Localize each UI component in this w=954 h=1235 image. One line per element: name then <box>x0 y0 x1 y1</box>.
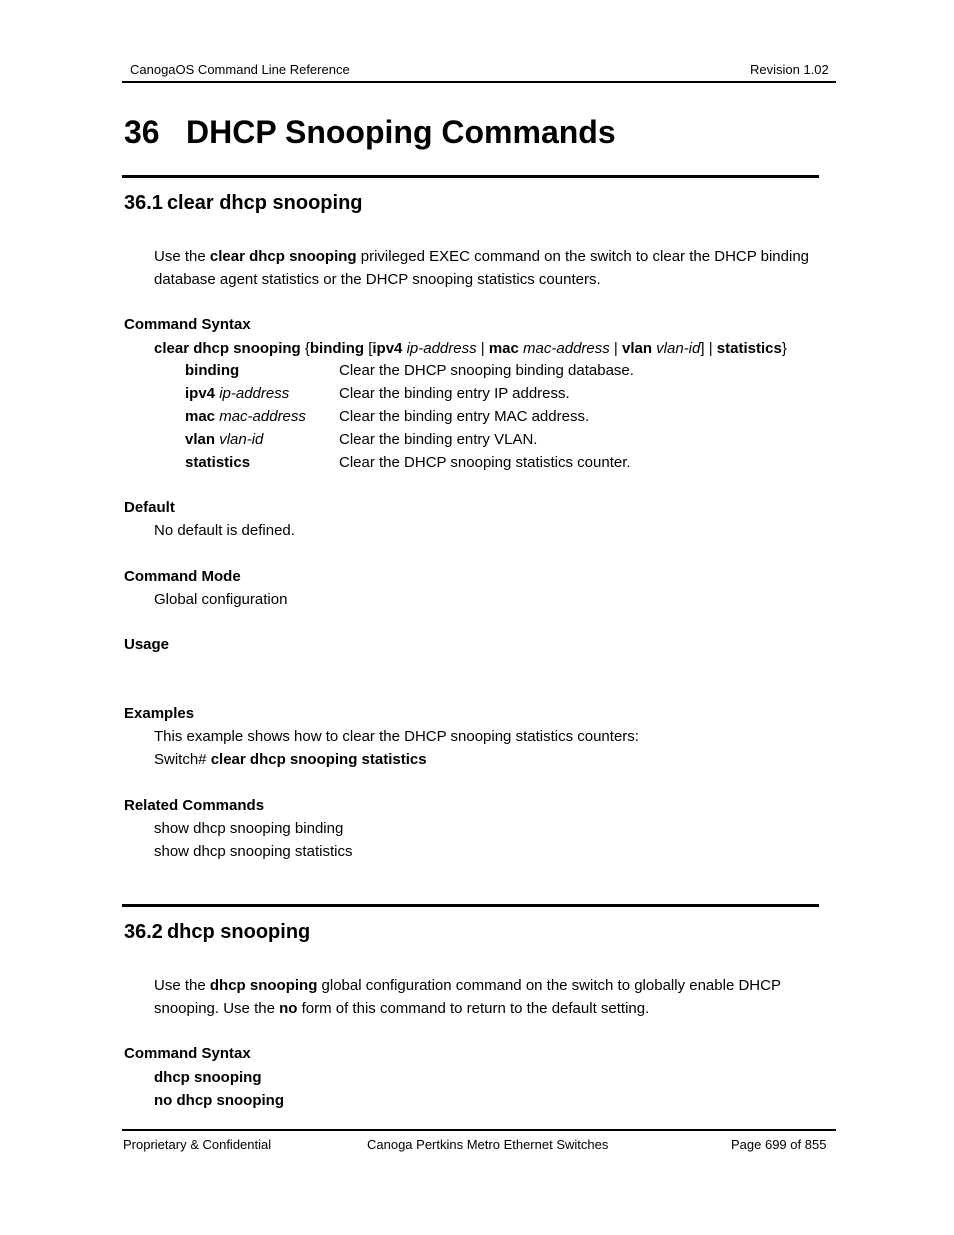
syntax-token: { <box>300 340 310 357</box>
intro-text: form of this command to return to the default setting. <box>297 1000 650 1017</box>
intro-text: privileged EXEC command on the switch to clear the DHCP binding <box>356 248 810 265</box>
syntax-command: clear dhcp snooping <box>154 340 301 357</box>
intro-text: snooping. Use the <box>154 1000 280 1017</box>
param-row <box>185 405 306 428</box>
chapter-number: 36 <box>124 114 160 150</box>
param-keyword: binding <box>185 362 240 379</box>
footer-left: Proprietary & Confidential <box>123 1137 272 1152</box>
param-keyword: vlan <box>185 431 216 448</box>
related-commands-heading: Related Commands <box>124 797 265 814</box>
intro-text: global configuration command on the switch to globally enable DHCP <box>317 977 781 994</box>
intro-command: dhcp snooping <box>209 977 318 994</box>
example-command-line <box>154 748 427 771</box>
intro-text: Use the <box>154 248 210 265</box>
section-rule <box>122 904 819 907</box>
param-keyword: ipv4 <box>185 385 216 402</box>
param-description: Clear the binding entry VLAN. <box>339 431 538 448</box>
param-description: Clear the binding entry MAC address. <box>339 408 590 425</box>
syntax-keyword: ipv4 <box>372 340 403 357</box>
usage-heading: Usage <box>124 636 170 653</box>
param-argument: mac-address <box>219 408 306 425</box>
header-rule <box>122 81 836 83</box>
command-syntax-heading: Command Syntax <box>124 316 251 333</box>
param-description: Clear the DHCP snooping binding database. <box>339 362 634 379</box>
footer-rule <box>122 1129 836 1131</box>
related-command: show dhcp snooping statistics <box>154 843 353 860</box>
param-argument: vlan-id <box>219 431 264 448</box>
syntax-argument: vlan-id <box>656 340 701 357</box>
section-title: dhcp snooping <box>166 921 311 943</box>
footer-center: Canoga Pertkins Metro Ethernet Switches <box>367 1137 609 1152</box>
header-revision: Revision 1.02 <box>750 62 829 77</box>
command-syntax <box>154 337 787 360</box>
section-heading <box>124 192 363 215</box>
param-description: Clear the DHCP snooping statistics counter. <box>339 454 631 471</box>
example-prompt: Switch# <box>154 751 211 768</box>
syntax-line: dhcp snooping <box>154 1069 262 1086</box>
syntax-token: | <box>609 340 622 357</box>
section-number: 36.1 <box>124 192 163 214</box>
intro-command: clear dhcp snooping <box>209 248 357 265</box>
command-syntax-heading: Command Syntax <box>124 1045 251 1062</box>
syntax-token: [ <box>364 340 373 357</box>
param-argument: ip-address <box>219 385 290 402</box>
syntax-token: ] | <box>700 340 717 357</box>
param-description: Clear the binding entry IP address. <box>339 385 570 402</box>
syntax-argument: ip-address <box>406 340 477 357</box>
syntax-keyword: statistics <box>716 340 782 357</box>
syntax-token: } <box>781 340 787 357</box>
intro-text: Use the <box>154 977 210 994</box>
command-mode-heading: Command Mode <box>124 568 241 585</box>
section-intro <box>154 974 781 1020</box>
section-number: 36.2 <box>124 921 163 943</box>
syntax-keyword: mac <box>488 340 519 357</box>
param-row <box>185 428 263 451</box>
default-heading: Default <box>124 499 175 516</box>
footer-page-number: Page 699 of 855 <box>731 1137 827 1152</box>
section-heading <box>124 921 310 944</box>
default-text: No default is defined. <box>154 522 295 539</box>
syntax-line: no dhcp snooping <box>154 1092 284 1109</box>
command-mode-text: Global configuration <box>154 591 288 608</box>
related-command: show dhcp snooping binding <box>154 820 344 837</box>
intro-keyword: no <box>279 1000 298 1017</box>
syntax-keyword: vlan <box>621 340 652 357</box>
param-row <box>185 359 239 382</box>
chapter-title <box>124 114 616 151</box>
example-command: clear dhcp snooping statistics <box>210 751 427 768</box>
chapter-title-text: DHCP Snooping Commands <box>186 114 616 150</box>
intro-text: database agent statistics or the DHCP snooping statistics counters. <box>154 271 601 288</box>
syntax-token: | <box>476 340 489 357</box>
section-title: clear dhcp snooping <box>166 192 363 214</box>
examples-heading: Examples <box>124 705 195 722</box>
section-intro <box>154 245 809 291</box>
section-rule <box>122 175 819 178</box>
examples-text: This example shows how to clear the DHCP snooping statistics counters: <box>154 728 639 745</box>
param-keyword: statistics <box>185 454 251 471</box>
syntax-keyword: binding <box>309 340 365 357</box>
header-title: CanogaOS Command Line Reference <box>130 62 350 77</box>
param-row <box>185 451 250 474</box>
param-row <box>185 382 289 405</box>
param-keyword: mac <box>185 408 216 425</box>
syntax-argument: mac-address <box>523 340 610 357</box>
